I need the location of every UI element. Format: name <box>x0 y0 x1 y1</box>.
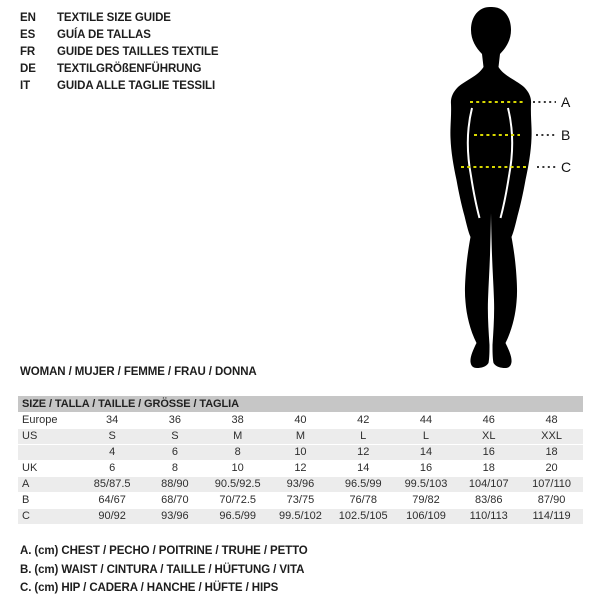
language-title: GUIDE DES TAILLES TEXTILE <box>57 46 219 58</box>
language-title: TEXTILE SIZE GUIDE <box>57 12 171 24</box>
size-table-row-a <box>18 477 583 493</box>
legend-line-b: B. (cm) WAIST / CINTURA / TAILLE / HÜFTUNG / VITA <box>20 563 305 576</box>
section-title-woman: WOMAN / MUJER / FEMME / FRAU / DONNA <box>20 366 257 378</box>
language-code: EN <box>20 12 36 24</box>
size-table-row-b <box>18 493 583 509</box>
size-table-header-row <box>18 396 583 413</box>
size-table-row <box>18 445 583 461</box>
size-value: 87/90 <box>520 493 583 509</box>
measurement-legend <box>20 542 308 598</box>
size-value: 88/90 <box>144 477 207 493</box>
size-value: 99.5/102 <box>269 509 332 525</box>
row-label <box>18 445 81 461</box>
size-table-row-c <box>18 509 583 525</box>
size-value: 8 <box>144 461 207 477</box>
size-value: 12 <box>332 445 395 461</box>
size-value: 6 <box>144 445 207 461</box>
size-value: 96.5/99 <box>206 509 269 525</box>
size-table-row-uk <box>18 461 583 477</box>
measure-label-a: A <box>561 94 571 110</box>
size-value: 85/87.5 <box>81 477 144 493</box>
row-label: Europe <box>18 413 81 429</box>
legend-line-c: C. (cm) HIP / CADERA / HANCHE / HÜFTE / HIPS <box>20 582 279 594</box>
size-value: 102.5/105 <box>332 509 395 525</box>
row-label: UK <box>18 461 81 477</box>
size-value: 90/92 <box>81 509 144 525</box>
language-code: DE <box>20 63 36 75</box>
size-value: 38 <box>206 413 269 429</box>
size-value: M <box>206 429 269 445</box>
size-value: 10 <box>269 445 332 461</box>
language-code: FR <box>20 46 36 58</box>
size-value: XXL <box>520 429 583 445</box>
size-value: S <box>144 429 207 445</box>
size-value: 107/110 <box>520 477 583 493</box>
size-table <box>18 396 583 525</box>
size-value: 106/109 <box>395 509 458 525</box>
size-value: L <box>332 429 395 445</box>
size-value: 93/96 <box>144 509 207 525</box>
size-value: 18 <box>520 445 583 461</box>
size-value: 96.5/99 <box>332 477 395 493</box>
size-value: 99.5/103 <box>395 477 458 493</box>
row-label: B <box>18 493 81 509</box>
size-table-header: SIZE / TALLA / TAILLE / GRÖSSE / TAGLIA <box>18 396 583 413</box>
size-value: L <box>395 429 458 445</box>
row-label: US <box>18 429 81 445</box>
size-value: 64/67 <box>81 493 144 509</box>
size-value: 18 <box>457 461 520 477</box>
size-value: 90.5/92.5 <box>206 477 269 493</box>
size-value: M <box>269 429 332 445</box>
size-value: 46 <box>457 413 520 429</box>
size-value: 79/82 <box>395 493 458 509</box>
language-code: IT <box>20 80 31 92</box>
size-value: 93/96 <box>269 477 332 493</box>
size-value: 10 <box>206 461 269 477</box>
size-value: 12 <box>269 461 332 477</box>
size-value: XL <box>457 429 520 445</box>
measure-label-b: B <box>561 127 571 143</box>
language-code: ES <box>20 29 36 41</box>
language-title: GUÍA DE TALLAS <box>57 29 151 41</box>
size-value: 42 <box>332 413 395 429</box>
size-value: 40 <box>269 413 332 429</box>
size-value: 34 <box>81 413 144 429</box>
woman-silhouette <box>450 7 531 368</box>
size-value: 110/113 <box>457 509 520 525</box>
size-value: 16 <box>457 445 520 461</box>
size-value: 68/70 <box>144 493 207 509</box>
size-value: 14 <box>395 445 458 461</box>
size-value: 20 <box>520 461 583 477</box>
size-value: S <box>81 429 144 445</box>
legend-line-a: A. (cm) CHEST / PECHO / POITRINE / TRUHE / PETTO <box>20 545 308 557</box>
size-value: 114/119 <box>520 509 583 525</box>
language-title: GUIDA ALLE TAGLIE TESSILI <box>57 80 216 92</box>
size-value: 6 <box>81 461 144 477</box>
size-value: 8 <box>206 445 269 461</box>
size-value: 4 <box>81 445 144 461</box>
size-value: 83/86 <box>457 493 520 509</box>
size-value: 104/107 <box>457 477 520 493</box>
row-label: C <box>18 509 81 525</box>
size-value: 14 <box>332 461 395 477</box>
size-value: 44 <box>395 413 458 429</box>
size-table-row-europe <box>18 413 583 429</box>
size-value: 70/72.5 <box>206 493 269 509</box>
language-title: TEXTILGRÖßENFÜHRUNG <box>57 63 202 75</box>
row-label: A <box>18 477 81 493</box>
size-value: 48 <box>520 413 583 429</box>
size-value: 36 <box>144 413 207 429</box>
size-value: 16 <box>395 461 458 477</box>
size-value: 73/75 <box>269 493 332 509</box>
size-table-row-us <box>18 429 583 445</box>
measure-label-c: C <box>561 159 572 175</box>
size-value: 76/78 <box>332 493 395 509</box>
